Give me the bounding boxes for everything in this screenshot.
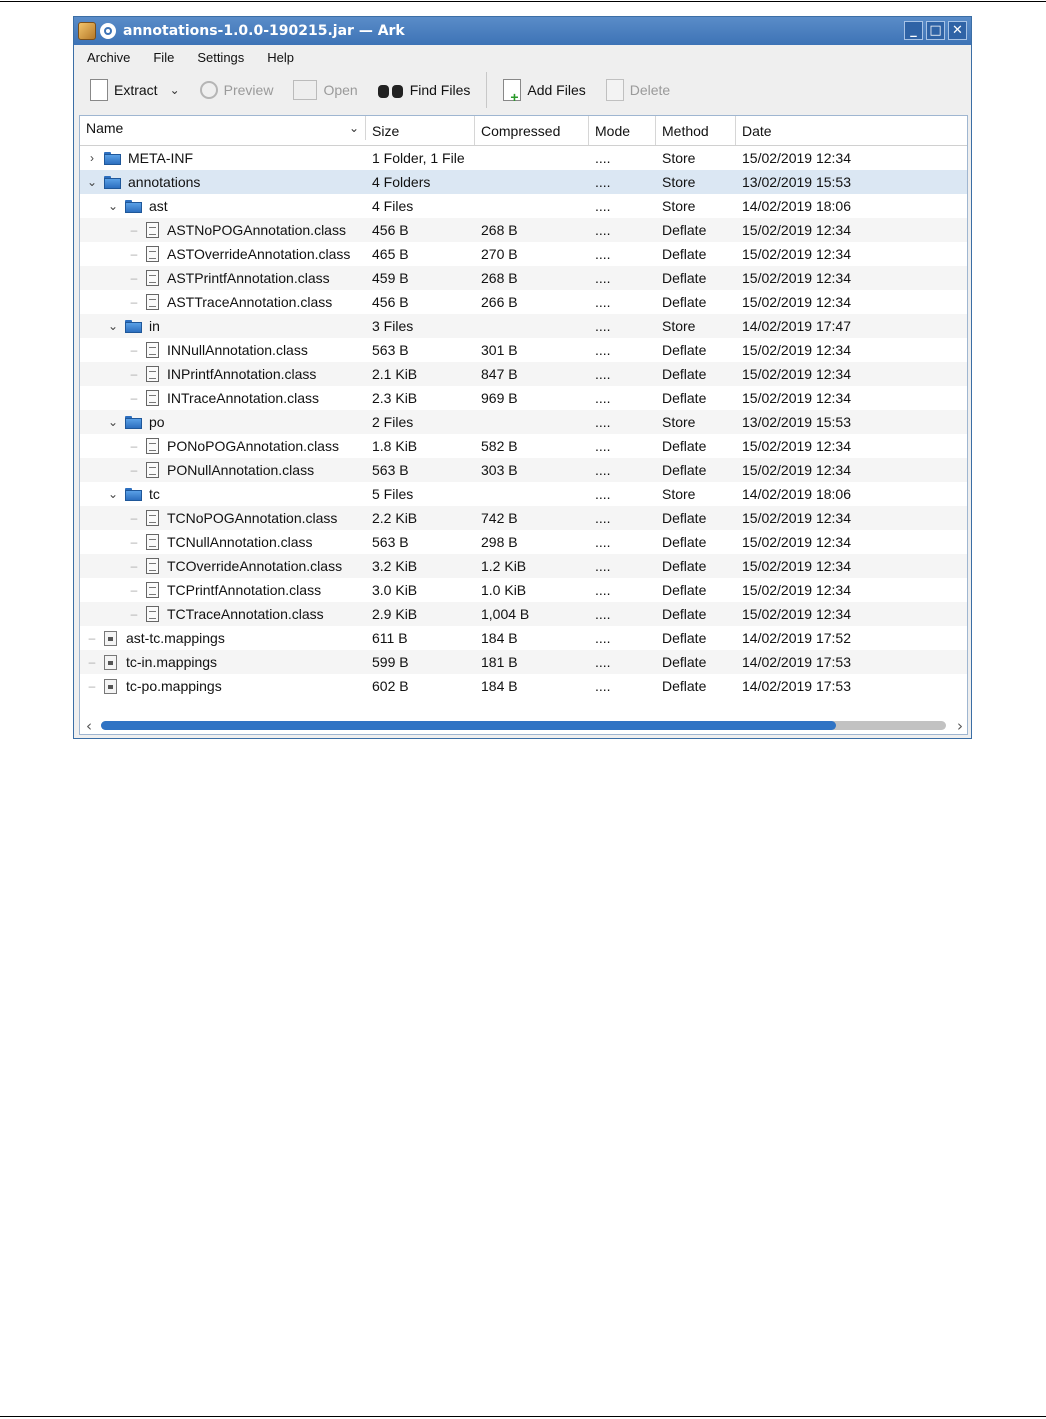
title-bar[interactable] [74, 17, 971, 45]
row-name-cell [80, 482, 366, 506]
row-method: Deflate [662, 270, 707, 286]
row-name-label: TCPrintfAnnotation.class [167, 582, 322, 598]
toolbar [74, 69, 971, 111]
row-name-label: tc [149, 486, 160, 502]
class-file-icon [146, 606, 159, 622]
tree-branch-line: – [130, 271, 138, 285]
row-method: Store [662, 486, 696, 502]
collapse-chevron-icon[interactable]: ⌄ [107, 319, 119, 333]
mapping-file-icon [104, 631, 117, 646]
toolbar-separator [486, 72, 487, 108]
tree-branch-line: – [130, 607, 138, 621]
mapping-file-icon [104, 655, 117, 670]
scroll-track[interactable] [101, 721, 946, 730]
row-method: Deflate [662, 510, 707, 526]
row-mode: .... [595, 198, 611, 214]
extract-button[interactable] [90, 79, 180, 101]
row-name-label: ast [149, 198, 168, 214]
row-method: Store [662, 318, 696, 334]
menu-file[interactable]: File [153, 49, 175, 65]
row-date: 15/02/2019 12:34 [742, 366, 851, 382]
tree-file-row[interactable] [80, 362, 967, 386]
preview-label: Preview [223, 82, 274, 98]
row-name-cell [80, 650, 366, 674]
row-method: Deflate [662, 582, 707, 598]
tree-branch-line: – [130, 463, 138, 477]
row-date: 15/02/2019 12:34 [742, 342, 851, 358]
class-file-icon [146, 246, 159, 262]
row-mode: .... [595, 270, 611, 286]
row-date: 15/02/2019 12:34 [742, 246, 851, 262]
row-method: Deflate [662, 366, 707, 382]
class-file-icon [146, 390, 159, 406]
row-name-label: ASTPrintfAnnotation.class [167, 270, 330, 286]
add-files-button[interactable] [503, 79, 586, 105]
tree-branch-line: – [130, 367, 138, 381]
row-method: Deflate [662, 342, 707, 358]
row-name-cell [80, 266, 366, 290]
row-name-label: tc-in.mappings [126, 654, 218, 670]
row-method: Store [662, 174, 696, 190]
row-compressed: 270 B [481, 246, 518, 262]
close-button[interactable]: ✕ [948, 21, 967, 40]
row-size: 2 Files [372, 414, 414, 430]
class-file-icon [146, 294, 159, 310]
collapse-chevron-icon[interactable]: ⌄ [86, 175, 98, 189]
row-name-label: ASTOverrideAnnotation.class [167, 246, 351, 262]
row-name-cell [80, 314, 366, 338]
class-file-icon [146, 558, 159, 574]
row-name-cell [80, 554, 366, 578]
tree-file-row[interactable] [80, 650, 967, 674]
tree-branch-line: – [130, 439, 138, 453]
sort-chevron-icon: ⌄ [348, 121, 359, 135]
tree-folder-row[interactable] [80, 314, 967, 338]
tree-file-row[interactable] [80, 602, 967, 626]
expand-chevron-icon[interactable]: › [90, 151, 94, 165]
find-files-button[interactable] [378, 82, 471, 98]
tree-branch-line: – [130, 223, 138, 237]
row-size: 602 B [372, 678, 409, 694]
tree-file-row[interactable] [80, 626, 967, 650]
row-name-cell [80, 362, 366, 386]
scroll-right-icon[interactable]: › [957, 717, 963, 735]
tree-file-row[interactable] [80, 530, 967, 554]
row-name-label: PONullAnnotation.class [167, 462, 315, 478]
delete-label: Delete [629, 82, 671, 98]
tree-file-row[interactable] [80, 386, 967, 410]
row-size: 3 Files [372, 318, 414, 334]
chevron-down-icon[interactable]: ⌄ [169, 83, 180, 97]
row-method: Store [662, 150, 696, 166]
row-compressed: 1,004 B [481, 606, 530, 622]
row-method: Deflate [662, 438, 707, 454]
row-name-cell [80, 458, 366, 482]
row-date: 14/02/2019 17:52 [742, 630, 851, 646]
folder-icon [125, 320, 142, 333]
scroll-left-icon[interactable]: ‹ [86, 717, 92, 735]
row-name-cell [80, 338, 366, 362]
row-mode: .... [595, 654, 611, 670]
row-date: 15/02/2019 12:34 [742, 462, 851, 478]
row-date: 14/02/2019 17:47 [742, 318, 851, 334]
extract-label: Extract [114, 82, 158, 98]
row-name-cell [80, 194, 366, 218]
row-size: 456 B [372, 222, 409, 238]
row-mode: .... [595, 294, 611, 310]
row-size: 465 B [372, 246, 409, 262]
row-date: 14/02/2019 18:06 [742, 486, 851, 502]
maximize-button[interactable]: □ [926, 21, 945, 40]
horizontal-scrollbar[interactable] [79, 717, 968, 733]
tree-file-row[interactable] [80, 578, 967, 602]
open-label: Open [323, 82, 358, 98]
row-compressed: 1.2 KiB [481, 558, 527, 574]
row-mode: .... [595, 582, 611, 598]
row-mode: .... [595, 342, 611, 358]
row-compressed: 181 B [481, 654, 518, 670]
tree-file-row[interactable] [80, 218, 967, 242]
tree-folder-row[interactable] [80, 170, 967, 194]
row-date: 15/02/2019 12:34 [742, 222, 851, 238]
row-compressed: 1.0 KiB [481, 582, 527, 598]
row-size: 2.2 KiB [372, 510, 418, 526]
folder-icon [104, 176, 121, 189]
add-files-label: Add Files [527, 82, 586, 98]
row-method: Deflate [662, 390, 707, 406]
row-mode: .... [595, 150, 611, 166]
row-date: 15/02/2019 12:34 [742, 606, 851, 622]
row-size: 599 B [372, 654, 409, 670]
preview-icon [200, 81, 218, 99]
row-mode: .... [595, 318, 611, 334]
tree-branch-line: – [88, 679, 96, 693]
tree-file-row[interactable] [80, 434, 967, 458]
tree-folder-row[interactable] [80, 410, 967, 434]
column-header-name[interactable] [80, 116, 366, 140]
row-size: 4 Folders [372, 174, 431, 190]
row-size: 2.1 KiB [372, 366, 418, 382]
row-date: 14/02/2019 17:53 [742, 678, 851, 694]
row-name-label: annotations [128, 174, 201, 190]
row-size: 3.0 KiB [372, 582, 418, 598]
column-header [80, 116, 967, 146]
row-date: 13/02/2019 15:53 [742, 174, 851, 190]
row-date: 15/02/2019 12:34 [742, 558, 851, 574]
row-name-label: TCNullAnnotation.class [167, 534, 313, 550]
tree-branch-line: – [130, 247, 138, 261]
row-name-cell [80, 218, 366, 242]
menu-help[interactable]: Help [267, 49, 295, 65]
row-compressed: 582 B [481, 438, 518, 454]
row-compressed: 184 B [481, 678, 518, 694]
page-top-rule [0, 1, 1046, 2]
tree-file-row[interactable] [80, 458, 967, 482]
row-name-cell [80, 626, 366, 650]
row-compressed: 301 B [481, 342, 518, 358]
row-name-label: ASTTraceAnnotation.class [167, 294, 333, 310]
row-size: 2.3 KiB [372, 390, 418, 406]
row-size: 5 Files [372, 486, 414, 502]
row-mode: .... [595, 534, 611, 550]
row-name-label: INPrintfAnnotation.class [167, 366, 317, 382]
menu-archive[interactable]: Archive [87, 49, 131, 65]
menu-settings[interactable]: Settings [197, 49, 245, 65]
row-size: 563 B [372, 462, 409, 478]
row-size: 459 B [372, 270, 409, 286]
row-name-label: PONoPOGAnnotation.class [167, 438, 339, 454]
row-mode: .... [595, 630, 611, 646]
row-method: Store [662, 198, 696, 214]
row-name-label: TCTraceAnnotation.class [167, 606, 324, 622]
find-files-label: Find Files [409, 82, 471, 98]
row-name-label: in [149, 318, 160, 334]
row-compressed: 847 B [481, 366, 518, 382]
row-date: 15/02/2019 12:34 [742, 150, 851, 166]
tree-folder-row[interactable] [80, 146, 967, 170]
row-size: 456 B [372, 294, 409, 310]
class-file-icon [146, 342, 159, 358]
column-header-date[interactable]: Date [742, 122, 772, 139]
tree-rows [80, 146, 967, 698]
tree-branch-line: – [88, 655, 96, 669]
row-name-cell [80, 578, 366, 602]
row-mode: .... [595, 222, 611, 238]
class-file-icon [146, 438, 159, 454]
row-name-cell [80, 434, 366, 458]
row-date: 13/02/2019 15:53 [742, 414, 851, 430]
row-method: Deflate [662, 558, 707, 574]
row-name-cell [80, 146, 366, 170]
row-date: 15/02/2019 12:34 [742, 270, 851, 286]
row-method: Deflate [662, 222, 707, 238]
row-name-label: ast-tc.mappings [126, 630, 225, 646]
class-file-icon [146, 510, 159, 526]
ark-app-icon [78, 22, 96, 40]
folder-icon [125, 416, 142, 429]
row-method: Deflate [662, 246, 707, 262]
tree-branch-line: – [130, 583, 138, 597]
collapse-chevron-icon[interactable]: ⌄ [107, 487, 119, 501]
row-size: 3.2 KiB [372, 558, 418, 574]
class-file-icon [146, 582, 159, 598]
tree-folder-row[interactable] [80, 194, 967, 218]
row-compressed: 298 B [481, 534, 518, 550]
add-files-icon: + [503, 79, 521, 101]
row-name-cell [80, 674, 366, 698]
row-method: Store [662, 414, 696, 430]
row-name-label: ASTNoPOGAnnotation.class [167, 222, 346, 238]
tree-branch-line: – [130, 343, 138, 357]
row-mode: .... [595, 606, 611, 622]
row-method: Deflate [662, 294, 707, 310]
row-mode: .... [595, 486, 611, 502]
row-date: 15/02/2019 12:34 [742, 438, 851, 454]
open-icon [293, 80, 317, 100]
tree-branch-line: – [130, 559, 138, 573]
row-name-cell [80, 530, 366, 554]
row-compressed: 268 B [481, 222, 518, 238]
class-file-icon [146, 366, 159, 382]
row-size: 1.8 KiB [372, 438, 418, 454]
tree-branch-line: – [130, 391, 138, 405]
row-method: Deflate [662, 606, 707, 622]
row-name-cell [80, 242, 366, 266]
row-method: Deflate [662, 630, 707, 646]
column-header-method[interactable]: Method [656, 116, 736, 145]
column-header-mode[interactable]: Mode [589, 116, 656, 145]
scroll-thumb[interactable] [101, 721, 836, 730]
preview-button[interactable] [200, 81, 274, 99]
row-size: 611 B [372, 630, 408, 646]
tree-branch-line: – [130, 511, 138, 525]
row-size: 2.9 KiB [372, 606, 418, 622]
row-compressed: 266 B [481, 294, 518, 310]
tree-file-row[interactable] [80, 674, 967, 698]
tree-file-row[interactable] [80, 506, 967, 530]
row-size: 563 B [372, 342, 409, 358]
row-name-label: TCNoPOGAnnotation.class [167, 510, 338, 526]
row-mode: .... [595, 510, 611, 526]
row-mode: .... [595, 390, 611, 406]
row-compressed: 268 B [481, 270, 518, 286]
row-mode: .... [595, 558, 611, 574]
row-compressed: 742 B [481, 510, 518, 526]
row-name-cell [80, 386, 366, 410]
row-name-label: TCOverrideAnnotation.class [167, 558, 343, 574]
window-menu-icon[interactable] [100, 23, 116, 39]
row-compressed: 969 B [481, 390, 518, 406]
row-date: 15/02/2019 12:34 [742, 390, 851, 406]
class-file-icon [146, 270, 159, 286]
binoculars-icon [378, 82, 404, 98]
row-name-label: tc-po.mappings [126, 678, 222, 694]
collapse-chevron-icon[interactable]: ⌄ [107, 415, 119, 429]
row-name-cell [80, 410, 366, 434]
folder-icon [104, 152, 121, 165]
mapping-file-icon [104, 679, 117, 694]
row-method: Deflate [662, 462, 707, 478]
row-mode: .... [595, 366, 611, 382]
row-mode: .... [595, 438, 611, 454]
tree-branch-line: – [88, 631, 96, 645]
minimize-button[interactable]: _ [904, 21, 923, 40]
column-header-compressed[interactable]: Compressed [475, 116, 589, 145]
row-mode: .... [595, 678, 611, 694]
row-mode: .... [595, 174, 611, 190]
row-mode: .... [595, 414, 611, 430]
column-header-size[interactable]: Size [366, 116, 475, 145]
row-date: 14/02/2019 17:53 [742, 654, 851, 670]
tree-branch-line: – [130, 535, 138, 549]
tree-file-row[interactable] [80, 242, 967, 266]
delete-button[interactable] [606, 79, 670, 101]
folder-icon [125, 200, 142, 213]
row-mode: .... [595, 246, 611, 262]
row-name-cell [80, 170, 366, 194]
collapse-chevron-icon[interactable]: ⌄ [107, 199, 119, 213]
row-date: 15/02/2019 12:34 [742, 510, 851, 526]
tree-folder-row[interactable] [80, 482, 967, 506]
row-name-label: META-INF [128, 150, 194, 166]
row-date: 14/02/2019 18:06 [742, 198, 851, 214]
row-size: 1 Folder, 1 File [372, 150, 465, 166]
page-bottom-rule [0, 1416, 1046, 1417]
row-date: 15/02/2019 12:34 [742, 294, 851, 310]
row-name-cell [80, 506, 366, 530]
delete-icon [606, 79, 624, 101]
extract-icon [90, 79, 108, 101]
row-size: 4 Files [372, 198, 414, 214]
row-size: 563 B [372, 534, 409, 550]
ark-window [73, 16, 972, 739]
folder-icon [125, 488, 142, 501]
window-title: annotations-1.0.0-190215.jar — Ark [123, 23, 405, 39]
tree-file-row[interactable] [80, 266, 967, 290]
row-name-label: po [149, 414, 165, 430]
row-name-label: INTraceAnnotation.class [167, 390, 319, 406]
row-compressed: 303 B [481, 462, 518, 478]
row-name-label: INNullAnnotation.class [167, 342, 308, 358]
tree-branch-line: – [130, 295, 138, 309]
row-name-cell [80, 602, 366, 626]
row-date: 15/02/2019 12:34 [742, 582, 851, 598]
class-file-icon [146, 462, 159, 478]
row-method: Deflate [662, 654, 707, 670]
tree-file-row[interactable] [80, 554, 967, 578]
open-button[interactable] [293, 80, 357, 100]
tree-file-row[interactable] [80, 290, 967, 314]
class-file-icon [146, 534, 159, 550]
tree-file-row[interactable] [80, 338, 967, 362]
row-compressed: 184 B [481, 630, 518, 646]
row-name-cell [80, 290, 366, 314]
menu-bar [74, 45, 971, 69]
archive-file-tree[interactable] [79, 115, 968, 735]
row-mode: .... [595, 462, 611, 478]
class-file-icon [146, 222, 159, 238]
row-method: Deflate [662, 534, 707, 550]
row-method: Deflate [662, 678, 707, 694]
column-name-label: Name [86, 120, 124, 136]
row-date: 15/02/2019 12:34 [742, 534, 851, 550]
